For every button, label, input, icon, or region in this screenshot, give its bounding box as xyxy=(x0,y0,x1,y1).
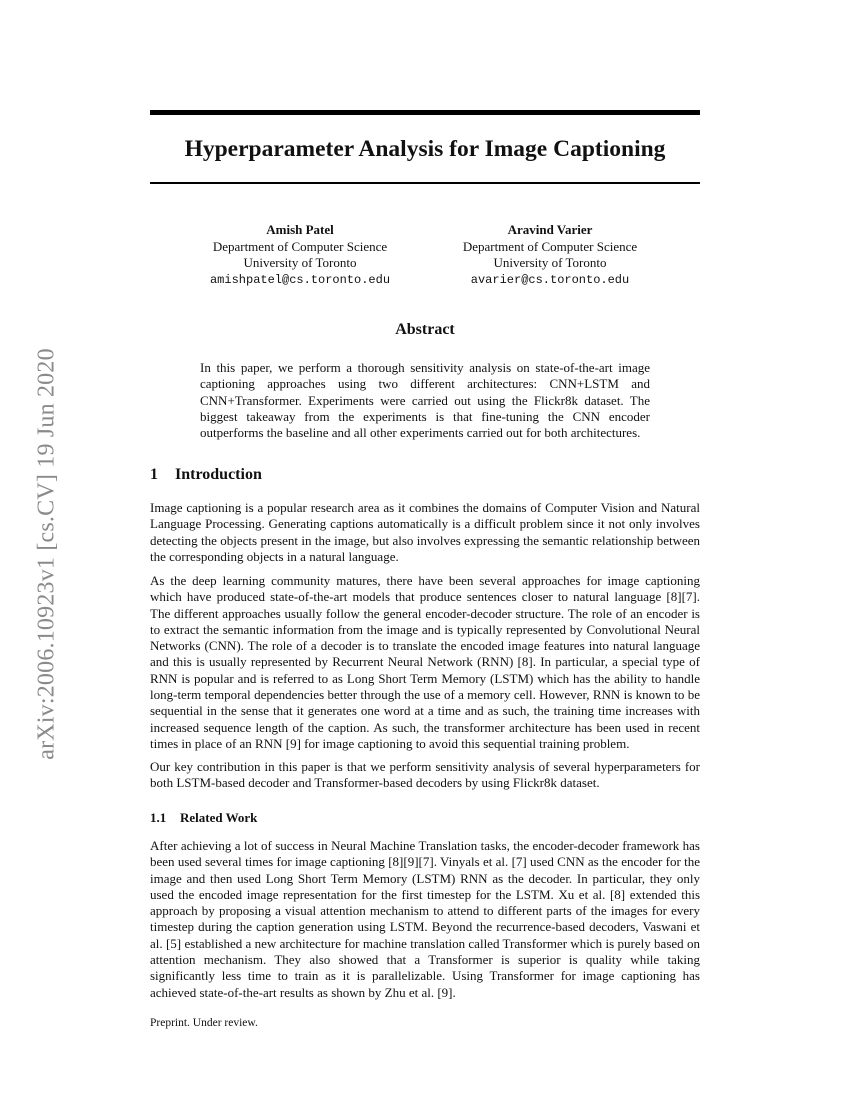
arxiv-sidebar-stamp xyxy=(33,298,60,810)
arxiv-identifier: arXiv:2006.10923v1 [cs.CV] 19 Jun 2020 xyxy=(33,348,60,760)
author-department: Department of Computer Science xyxy=(212,238,388,254)
section-title: Introduction xyxy=(175,466,262,483)
author-block xyxy=(430,222,670,288)
title-rule-bottom xyxy=(150,182,700,184)
author-department: Department of Computer Science xyxy=(462,238,638,254)
body-paragraph: Image captioning is a popular research area as it combines the domains of Computer Vision and Natural Language Processing. Generating captions automatically is a difficult problem since it not only involves detecting the objects present in the image, but also involves expressing the semantic relationship between the corresponding objects in a natural language. xyxy=(150,500,700,564)
author-institution: University of Toronto xyxy=(493,255,607,270)
body-paragraph: Our key contribution in this paper is that we perform sensitivity analysis of several hyperparameters for both LSTM-based decoder and Transformer-based decoders by using Flickr8k dataset. xyxy=(150,759,700,791)
subsection-number: 1.1 xyxy=(150,810,167,825)
body-paragraph: After achieving a lot of success in Neural Machine Translation tasks, the encoder-decoder framework has been used several times for image captioning [8][9][7]. Vinyals et al. [7] used CNN as the encoder for the image and then used Long Short Term Memory (LSTM) RNN as the decoder. In particular, they only used the encoded image representation for the first timestep for the LSTM. Xu et al. [8] extended this approach by proposing a visual attention mechanism to attend to different parts of the images for every timestep during the caption generation using LSTM. Beyond the recurrence-based decoders, Vaswani et al. [5] established a new architecture for machine translation called Transformer which is purely based on attention mechanism. They also showed that a Transformer is superior is quality while taking significantly less time to train as it is parallelizable. Using Transformer for image captioning has achieved state-of-the-art results as shown by Zhu et al. [9]. xyxy=(150,838,700,1000)
author-email: amishpatel@cs.toronto.edu xyxy=(209,272,391,287)
section-heading-introduction xyxy=(150,466,262,484)
abstract-heading: Abstract xyxy=(395,321,455,338)
subsection-title: Related Work xyxy=(180,810,258,825)
author-name: Amish Patel xyxy=(266,222,334,237)
abstract-text: In this paper, we perform a thorough sensitivity analysis on state-of-the-art image captioning approaches using two different architectures: CNN+LSTM and CNN+Transformer. Experiments were carried out using the Flickr8k dataset. The biggest takeaway from the experiments is that fine-tuning the CNN encoder outperforms the baseline and all other experiments carried out for both architectures. xyxy=(200,360,650,441)
preprint-footer: Preprint. Under review. xyxy=(150,1017,258,1029)
author-email: avarier@cs.toronto.edu xyxy=(470,272,630,287)
author-block xyxy=(180,222,420,288)
body-paragraph: As the deep learning community matures, there have been several approaches for image captioning which have produced state-of-the-art models that produce sentences closer to natural language [8][7]. The different approaches usually follow the general encoder-decoder structure. The role of an encoder is to extract the semantic information from the image and is typically represented by Convolutional Neural Networks (CNN). The role of a decoder is to translate the encoded image features into natural language and this is usually represented by Recurrent Neural Network (RNN) [8]. In particular, a special type of RNN is popular and is referred to as Long Short Term Memory (LSTM) which has the ability to handle long-term temporal dependencies better through the use of a memory cell. However, RNN is known to be sequential in the sense that it generates one word at a time and as such, the training time increases with increased sequence length of the caption. As such, the transformer architecture has been used in recent times in place of an RNN [9] for image captioning to avoid this sequential training problem. xyxy=(150,573,700,751)
title-rule-top xyxy=(150,110,700,115)
author-name: Aravind Varier xyxy=(507,222,593,237)
section-number: 1 xyxy=(150,466,158,483)
author-institution: University of Toronto xyxy=(243,255,357,270)
subsection-heading-related-work xyxy=(150,810,257,826)
paper-title: Hyperparameter Analysis for Image Captioning xyxy=(184,136,666,162)
